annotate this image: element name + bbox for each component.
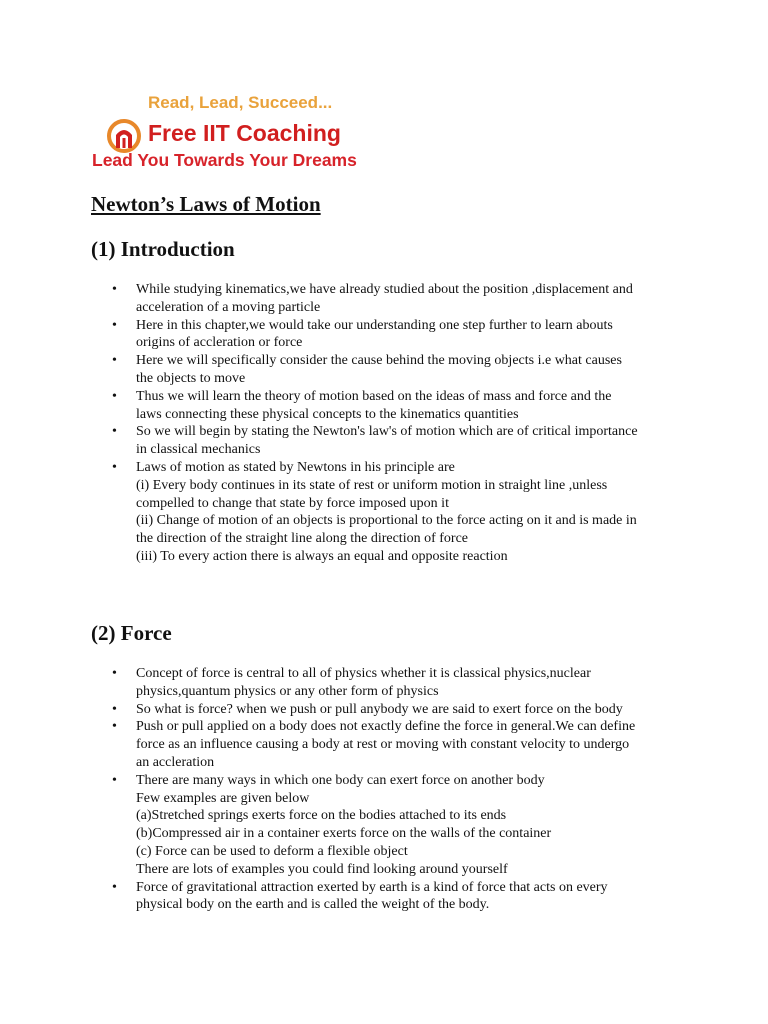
logo-name: Free IIT Coaching (148, 120, 341, 146)
list-item: • So what is force? when we push or pull anybody we are said to exert force on the body (90, 701, 690, 719)
introduction-bullet-list (90, 281, 690, 566)
list-item: • Here in this chapter,we would take our understanding one step further to learn abouts origins of accleration or force (90, 317, 690, 353)
list-item: • Thus we will learn the theory of motion based on the ideas of mass and force and the laws connecting these physical concepts to the kinematics quantities (90, 388, 690, 424)
list-item: • So we will begin by stating the Newton's law's of motion which are of critical importance in classical mechanics (90, 423, 690, 459)
logo-tagline: Read, Lead, Succeed... (148, 93, 333, 112)
force-bullet-list (90, 665, 690, 914)
logo-slogan: Lead You Towards Your Dreams (92, 150, 357, 170)
list-item: • Force of gravitational attraction exerted by earth is a kind of force that acts on every physical body on the earth and is called the weight of the body. (90, 879, 690, 915)
iit-arch-logo-icon (106, 118, 142, 154)
document-title: Newton’s Laws of Motion (91, 192, 321, 216)
list-item: • Here we will specifically consider the cause behind the moving objects i.e what causes the objects to move (90, 352, 690, 388)
list-item: • Concept of force is central to all of physics whether it is classical physics,nuclear physics,quantum physics or any other form of physics (90, 665, 690, 701)
list-item: • Push or pull applied on a body does not exactly define the force in general.We can define force as an influence causing a body at rest or moving with constant velocity to undergo an accleration (90, 718, 690, 771)
list-item: • There are many ways in which one body can exert force on another body Few examples are given below (a)Stretched springs exerts force on the bodies attached to its ends (b)Compressed air in a container exerts force on the walls of the container (c) Force can be used to deform a flexible object There are lots of examples you could find looking around yourself (90, 772, 690, 879)
section-heading-introduction: (1) Introduction (91, 237, 235, 261)
list-item: • Laws of motion as stated by Newtons in his principle are (i) Every body continues in its state of rest or uniform motion in straight line ,unless compelled to change that state by force imposed upon it (ii) Change of motion of an objects is proportional to the force acting on it and is made in the direction of the straight line along the direction of force (iii) To every action there is always an equal and opposite reaction (90, 459, 690, 566)
list-item: • While studying kinematics,we have already studied about the position ,displacement and acceleration of a moving particle (90, 281, 690, 317)
free-iit-coaching-logo (92, 90, 382, 176)
section-heading-force: (2) Force (91, 621, 172, 645)
